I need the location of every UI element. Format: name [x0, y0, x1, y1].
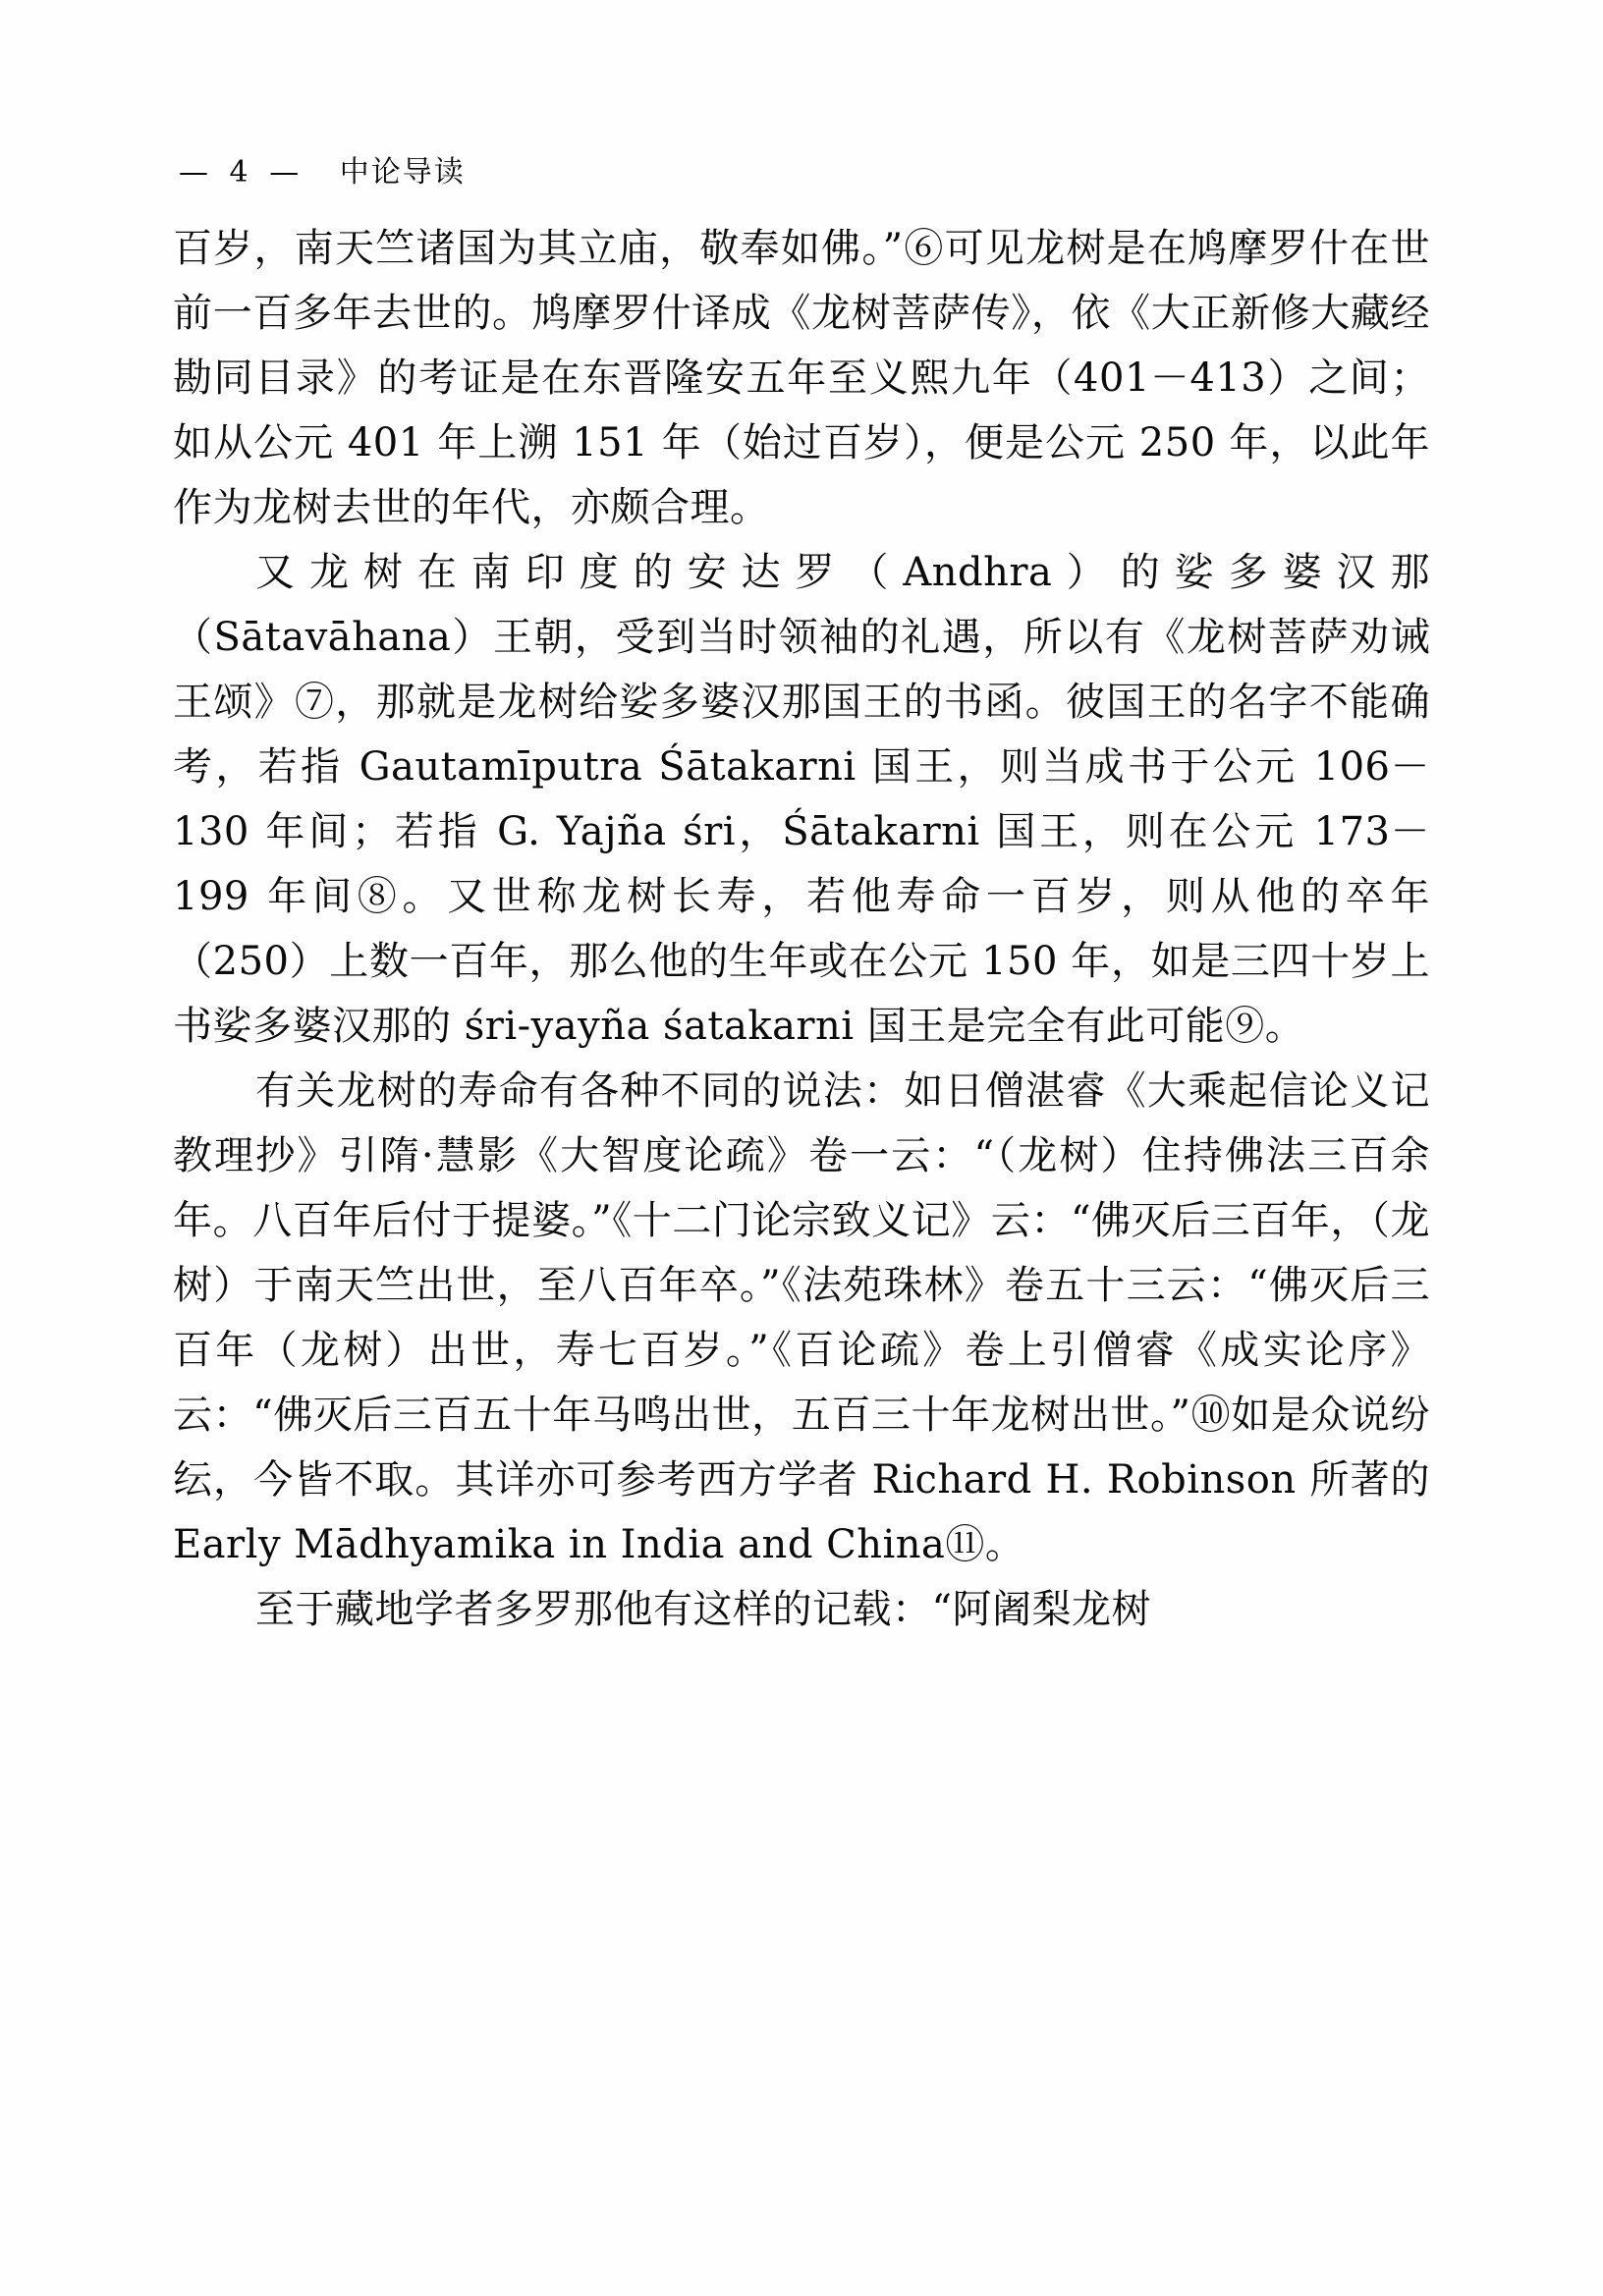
page-body — [173, 216, 1430, 1642]
paragraph-1: 百岁，南天竺诸国为其立庙，敬奉如佛。”⑥可见龙树是在鸠摩罗什在世前一百多年去世的。鸠摩罗什译成《龙树菩萨传》，依《大正新修大藏经勘同目录》的考证是在东晋隆安五年至义熙九年（401－413）之间；如从公元 401 年上溯 151 年（始过百岁），便是公元 250 年，以此年作为龙树去世的年代，亦颇合理。 — [173, 226, 1430, 530]
paragraph-2: 又龙树在南印度的安达罗（Andhra）的娑多婆汉那（Sātavāhana）王朝，受到当时领袖的礼遇，所以有《龙树菩萨劝诫王颂》⑦，那就是龙树给娑多婆汉那国王的书函。彼国王的名字不能确考，若指 Gautamīputra Śātakarni 国王，则当成书于公元 106－130 年间；若指 G. Yajña śri，Śātakarni 国王，则在公元 173－199 年间⑧。又世称龙树长寿，若他寿命一百岁，则从他的卒年（250）上数一百年，那么他的生年或在公元 150 年，如是三四十岁上书娑多婆汉那的 śri-yayña śatakarni 国王是完全有此可能⑨。 — [173, 550, 1430, 1049]
header-dash-right: — — [269, 155, 301, 190]
page-header — [173, 147, 1430, 191]
book-title: 中论导读 — [339, 155, 466, 190]
page-number: 4 — [229, 155, 249, 190]
paragraph-3: 有关龙树的寿命有各种不同的说法：如日僧湛睿《大乘起信论义记教理抄》引隋·慧影《大智度论疏》卷一云：“（龙树）住持佛法三百余年。八百年后付于提婆。”《十二门论宗致义记》云：“佛灭后三百年，（龙树）于南天竺出世，至八百年卒。”《法苑珠林》卷五十三云：“佛灭后三百年（龙树）出世，寿七百岁。”《百论疏》卷上引僧睿《成实论序》云：“佛灭后三百五十年马鸣出世，五百三十年龙树出世。”⑩如是众说纷纭，今皆不取。其详亦可参考西方学者 Richard H. Robinson 所著的 Early Mādhyamika in India and China⑪。 — [173, 1068, 1430, 1567]
header-dash-left: — — [179, 155, 209, 190]
paragraph-4: 至于藏地学者多罗那他有这样的记载：“阿阇梨龙树 — [255, 1587, 1151, 1632]
